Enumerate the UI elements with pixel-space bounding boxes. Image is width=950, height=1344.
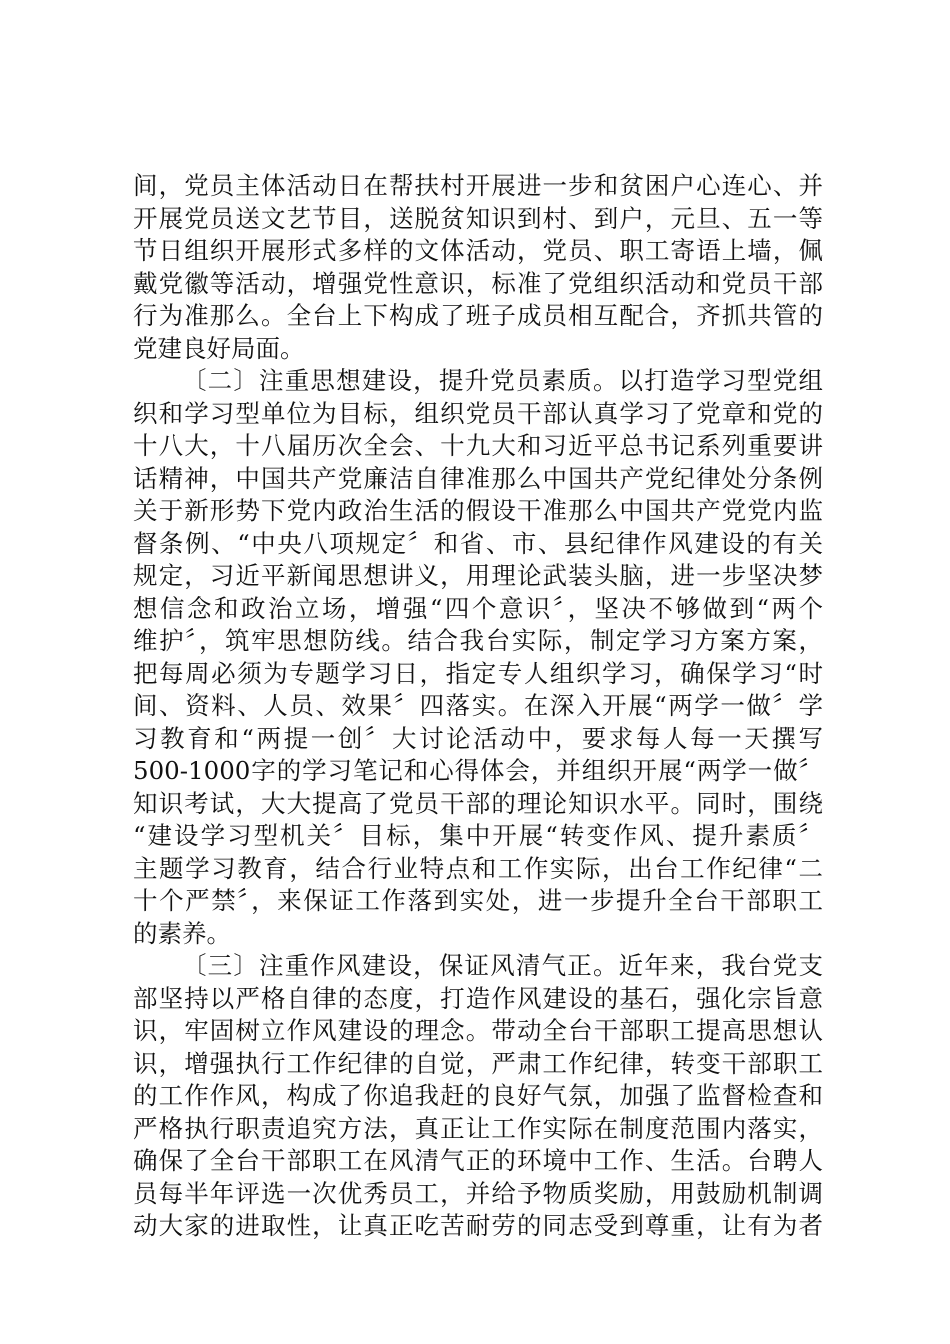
text-line: 开展党员送文艺节目，送脱贫知识到村、到户，元旦、五一等 (133, 203, 823, 233)
text-line: 十个严禁〞，来保证工作落到实处，进一步提升全台干部职工 (133, 886, 823, 915)
text-line: 识，增强执行工作纪律的自觉，严肃工作纪律，转变干部职工 (133, 1048, 823, 1078)
text-line: 知识考试，大大提高了党员干部的理论知识水平。同时，围绕 (133, 788, 823, 818)
text-line: 十八大，十八届历次全会、十九大和习近平总书记系列重要讲 (133, 431, 823, 460)
text-line: 部坚持以严格自律的态度，打造作风建设的基石，强化宗旨意 (133, 983, 823, 1013)
text-line: 督条例、“中央八项规定〞和省、市、县纪律作风建设的有关 (133, 528, 823, 558)
text-line: 想信念和政治立场，增强“四个意识〞，坚决不够做到“两个 (133, 593, 823, 623)
text-line: 间，党员主体活动日在帮扶村开展进一步和贫困户心连心、并 (133, 171, 823, 200)
body-text (133, 170, 823, 1243)
text-line: 维护〞，筑牢思想防线。结合我台实际，制定学习方案方案， (133, 626, 823, 655)
text-line: 确保了全台干部职工在风清气正的环境中工作、生活。台聘人 (133, 1146, 823, 1175)
section-heading-line: 〔二〕注重思想建设，提升党员素质。以打造学习型党组 (182, 366, 823, 395)
text-line: 间、资料、人员、效果〞四落实。在深入开展“两学一做〞学 (133, 691, 823, 720)
text-line: 戴党徽等活动，增强党性意识，标准了党组织活动和党员干部 (133, 268, 823, 298)
text-line: 主题学习教育，结合行业特点和工作实际，出台工作纪律“二 (133, 853, 823, 883)
text-line: “建设学习型机关〞目标，集中开展“转变作风、提升素质〞 (133, 821, 823, 850)
text-line: 规定，习近平新闻思想讲义，用理论武装头脑，进一步坚决梦 (133, 561, 823, 590)
text-line: 党建良好局面。 (133, 333, 305, 363)
text-line: 的工作作风，构成了你追我赶的良好气氛，加强了监督检查和 (133, 1081, 823, 1110)
text-line: 关于新形势下党内政治生活的假设干准那么中国共产党党内监 (133, 496, 823, 525)
text-line: 织和学习型单位为目标，组织党员干部认真学习了党章和党的 (133, 398, 823, 428)
text-line: 员每半年评选一次优秀员工，并给予物质奖励，用鼓励机制调 (133, 1178, 823, 1208)
text-line: 话精神，中国共产党廉洁自律准那么中国共产党纪律处分条例 (133, 463, 823, 493)
text-line: 500-1000字的学习笔记和心得体会，并组织开展“两学一做〞 (133, 756, 823, 785)
text-line: 严格执行职责追究方法，真正让工作实际在制度范围内落实， (133, 1113, 823, 1143)
text-line: 习教育和“两提一创〞大讨论活动中，要求每人每一天撰写 (133, 723, 823, 753)
text-line: 把每周必须为专题学习日，指定专人组织学习，确保学习“时 (133, 658, 823, 688)
text-line: 识，牢固树立作风建设的理念。带动全台干部职工提高思想认 (133, 1016, 823, 1045)
text-line: 节日组织开展形式多样的文体活动，党员、职工寄语上墙，佩 (133, 236, 823, 265)
text-line: 行为准那么。全台上下构成了班子成员相互配合，齐抓共管的 (133, 301, 823, 330)
section-heading-line: 〔三〕注重作风建设，保证风清气正。近年来，我台党支 (182, 951, 823, 980)
text-line: 的素养。 (133, 918, 231, 948)
text-line: 动大家的进取性，让真正吃苦耐劳的同志受到尊重，让有为者 (133, 1211, 823, 1240)
